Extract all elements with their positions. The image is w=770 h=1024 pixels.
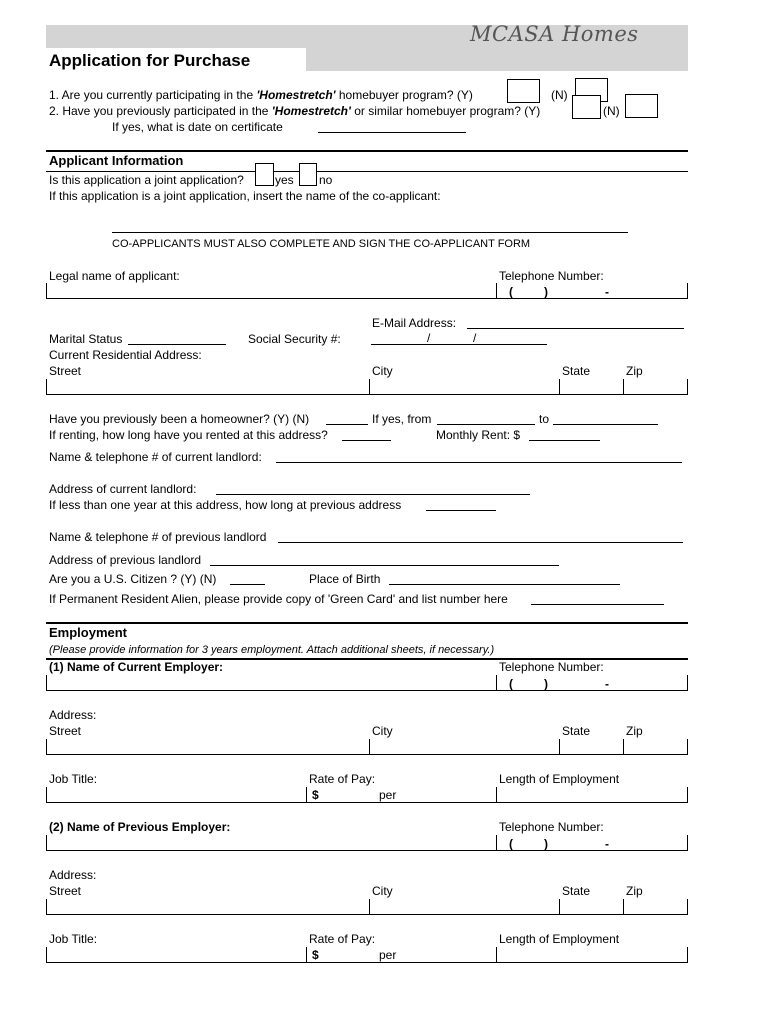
joint-yes-checkbox[interactable] xyxy=(255,163,274,186)
owned-to-label: to xyxy=(539,412,550,426)
citizen-field[interactable] xyxy=(230,584,265,585)
phone-open-paren: ( xyxy=(509,837,513,851)
street-label: Street xyxy=(49,884,82,898)
owned-to-field[interactable] xyxy=(553,424,658,425)
previous-address-duration-field[interactable] xyxy=(426,510,496,511)
city-label: City xyxy=(372,364,393,378)
field-tick xyxy=(496,675,497,690)
field-tick xyxy=(687,899,688,914)
field-tick xyxy=(623,739,624,754)
field-tick xyxy=(369,899,370,914)
current-address-field[interactable] xyxy=(46,394,688,395)
program-question-1: 1. Are you currently participating in the 'Homestretch' homebuyer program? (Y) xyxy=(49,88,473,102)
per-label: per xyxy=(379,788,397,802)
section-underline xyxy=(46,171,688,172)
co-applicant-name-field[interactable] xyxy=(112,232,628,233)
field-tick xyxy=(623,379,624,394)
field-tick xyxy=(496,835,497,850)
q2-no-label: (N) xyxy=(603,104,620,118)
previous-landlord-field[interactable] xyxy=(278,542,683,543)
employment-instruction: (Please provide information for 3 years employment. Attach additional sheets, if necessary.) xyxy=(49,644,495,656)
field-tick xyxy=(369,379,370,394)
ssn-label: Social Security #: xyxy=(248,332,341,346)
current-employer-address-field[interactable] xyxy=(46,754,688,755)
q1-no-label: (N) xyxy=(551,88,568,102)
current-landlord-label: Name & telephone # of current landlord: xyxy=(49,450,262,464)
current-address-label: Current Residential Address: xyxy=(49,348,202,362)
job-title-label: Job Title: xyxy=(49,772,98,786)
phone-close-paren: ) xyxy=(544,677,548,691)
co-applicant-notice: CO-APPLICANTS MUST ALSO COMPLETE AND SIGN THE CO-APPLICANT FORM xyxy=(112,238,531,250)
field-tick xyxy=(687,835,688,850)
city-label: City xyxy=(372,724,393,738)
form-title: Application for Purchase xyxy=(49,51,251,70)
certificate-date-field[interactable] xyxy=(318,132,466,133)
previous-employer-field[interactable] xyxy=(46,850,688,851)
current-employer-field[interactable] xyxy=(46,690,688,691)
employment-section-title: Employment xyxy=(49,625,128,640)
homeowner-field[interactable] xyxy=(326,424,368,425)
address-label: Address: xyxy=(49,708,97,722)
field-tick xyxy=(306,787,307,802)
rate-of-pay-label: Rate of Pay: xyxy=(309,772,376,786)
field-tick xyxy=(46,787,47,802)
per-label: per xyxy=(379,948,397,962)
field-tick xyxy=(496,787,497,802)
certificate-date-label: If yes, what is date on certificate xyxy=(112,120,283,134)
previous-employer-address-field[interactable] xyxy=(46,914,688,915)
current-employer-label: (1) Name of Current Employer: xyxy=(49,660,224,674)
if-yes-from-label: If yes, from xyxy=(372,412,432,426)
owned-from-field[interactable] xyxy=(437,424,535,425)
previous-job-details-field[interactable] xyxy=(46,962,688,963)
field-tick xyxy=(687,947,688,962)
current-landlord-address-label: Address of current landlord: xyxy=(49,482,197,496)
field-tick xyxy=(46,899,47,914)
field-tick xyxy=(559,379,560,394)
q2-no-checkbox[interactable] xyxy=(625,94,658,118)
length-of-employment-label: Length of Employment xyxy=(499,932,620,946)
job-title-label: Job Title: xyxy=(49,932,98,946)
section-divider xyxy=(46,150,688,152)
phone-dash: - xyxy=(605,837,609,851)
program-question-2: 2. Have you previously participated in the 'Homestretch' or similar homebuyer program? (Y) xyxy=(49,104,541,118)
email-label: E-Mail Address: xyxy=(372,316,457,330)
q1-yes-checkbox[interactable] xyxy=(507,79,540,103)
phone-open-paren: ( xyxy=(509,677,513,691)
length-of-employment-label: Length of Employment xyxy=(499,772,620,786)
citizen-question: Are you a U.S. Citizen ? (Y) (N) xyxy=(49,572,217,586)
zip-label: Zip xyxy=(626,884,643,898)
phone-close-paren: ) xyxy=(544,285,548,299)
dollar-sign: $ xyxy=(312,788,319,802)
phone-dash: - xyxy=(605,677,609,691)
joint-question: Is this application a joint application? xyxy=(49,173,244,187)
brand-logo: MCASA Homes xyxy=(470,22,639,46)
place-of-birth-field[interactable] xyxy=(389,584,620,585)
green-card-number-field[interactable] xyxy=(531,604,664,605)
rate-of-pay-label: Rate of Pay: xyxy=(309,932,376,946)
field-tick xyxy=(496,947,497,962)
legal-name-label: Legal name of applicant: xyxy=(49,269,180,283)
joint-no-checkbox[interactable] xyxy=(299,163,317,186)
previous-landlord-address-field[interactable] xyxy=(210,565,559,566)
previous-landlord-address-label: Address of previous landlord xyxy=(49,553,202,567)
field-tick xyxy=(496,283,497,298)
current-landlord-address-field[interactable] xyxy=(216,494,530,495)
phone-dash: - xyxy=(605,285,609,299)
field-tick xyxy=(687,787,688,802)
q2-yes-checkbox[interactable] xyxy=(572,95,601,119)
state-label: State xyxy=(562,884,591,898)
section-divider xyxy=(46,622,688,624)
email-field[interactable] xyxy=(467,328,684,329)
telephone-label: Telephone Number: xyxy=(499,820,604,834)
state-label: State xyxy=(562,364,591,378)
address-label: Address: xyxy=(49,868,97,882)
city-label: City xyxy=(372,884,393,898)
place-of-birth-label: Place of Birth xyxy=(309,572,381,586)
field-tick xyxy=(559,899,560,914)
telephone-label: Telephone Number: xyxy=(499,660,604,674)
renting-question: If renting, how long have you rented at this address? xyxy=(49,428,328,442)
previous-landlord-label: Name & telephone # of previous landlord xyxy=(49,530,267,544)
zip-label: Zip xyxy=(626,364,643,378)
field-tick xyxy=(46,283,47,298)
field-tick xyxy=(46,675,47,690)
monthly-rent-field[interactable] xyxy=(529,440,600,441)
field-tick xyxy=(46,835,47,850)
field-tick xyxy=(687,675,688,690)
current-job-details-field[interactable] xyxy=(46,802,688,803)
field-tick xyxy=(623,899,624,914)
monthly-rent-label: Monthly Rent: $ xyxy=(436,428,521,442)
street-label: Street xyxy=(49,364,82,378)
telephone-label: Telephone Number: xyxy=(499,269,604,283)
legal-name-field[interactable] xyxy=(46,298,688,299)
field-tick xyxy=(46,379,47,394)
field-tick xyxy=(46,739,47,754)
field-tick xyxy=(687,739,688,754)
previous-employer-label: (2) Name of Previous Employer: xyxy=(49,820,231,834)
applicant-section-title: Applicant Information xyxy=(49,153,184,168)
rental-duration-field[interactable] xyxy=(342,440,391,441)
zip-label: Zip xyxy=(626,724,643,738)
phone-open-paren: ( xyxy=(509,285,513,299)
current-landlord-field[interactable] xyxy=(276,462,682,463)
field-tick xyxy=(687,379,688,394)
ssn-separator: / xyxy=(427,331,431,345)
ssn-field[interactable] xyxy=(371,344,547,345)
street-label: Street xyxy=(49,724,82,738)
field-tick xyxy=(306,947,307,962)
phone-close-paren: ) xyxy=(544,837,548,851)
marital-status-label: Marital Status xyxy=(49,332,123,346)
field-tick xyxy=(687,283,688,298)
previous-address-label: If less than one year at this address, how long at previous address xyxy=(49,498,402,512)
field-tick xyxy=(46,947,47,962)
field-tick xyxy=(559,739,560,754)
dollar-sign: $ xyxy=(312,948,319,962)
ssn-separator: / xyxy=(473,331,477,345)
field-tick xyxy=(369,739,370,754)
green-card-instruction: If Permanent Resident Alien, please provide copy of 'Green Card' and list number here xyxy=(49,592,508,606)
joint-instruction: If this application is a joint application, insert the name of the co-applicant: xyxy=(49,189,441,203)
joint-yes-label: yes xyxy=(275,173,294,187)
homeowner-question: Have you previously been a homeowner? (Y) (N) xyxy=(49,412,310,426)
marital-status-field[interactable] xyxy=(128,344,226,345)
joint-no-label: no xyxy=(319,173,333,187)
state-label: State xyxy=(562,724,591,738)
